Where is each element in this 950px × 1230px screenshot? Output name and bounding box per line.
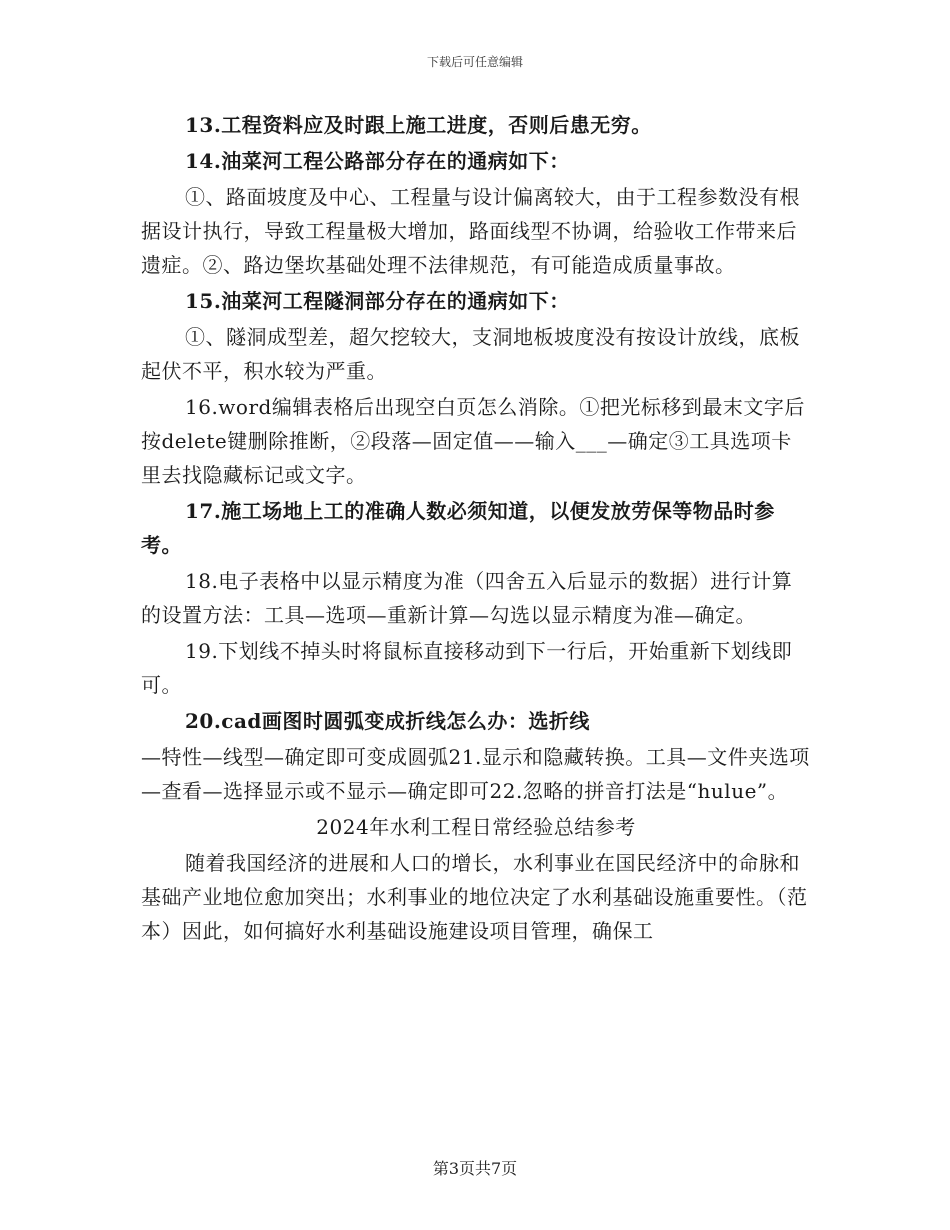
paragraph-16: 16.word编辑表格后出现空白页怎么消除。①把光标移到最末文字后按delete键删除推断，②段落—固定值——输入___—确定③工具选项卡里去找隐藏标记或文字。 (141, 395, 805, 487)
page-header: 下载后可任意编辑 (426, 55, 523, 69)
paragraph-15-detail: ①、隧洞成型差，超欠挖较大，支洞地板坡度没有按设计放线，底板起伏不平，积水较为严重。 (141, 325, 800, 383)
paragraph-15: 15.油菜河工程隧洞部分存在的通病如下： (185, 289, 570, 313)
paragraph-21-22: —特性—线型—确定即可变成圆弧21.显示和隐藏转换。工具—文件夹选项—查看—选择显示或不显示—确定即可22.忽略的拼音打法是“hulue”。 (141, 745, 810, 803)
paragraph-17: 17.施工场地上工的准确人数必须知道，以便发放劳保等物品时参考。 (141, 499, 775, 557)
document-body (141, 108, 811, 950)
paragraph-19: 19.下划线不掉头时将鼠标直接移动到下一行后，开始重新下划线即可。 (141, 639, 793, 697)
section-title: 2024年水利工程日常经验总结参考 (316, 815, 636, 839)
paragraph-18: 18.电子表格中以显示精度为准（四舍五入后显示的数据）进行计算的设置方法：工具—选项—重新计算—勾选以显示精度为准—确定。 (141, 569, 793, 627)
section-paragraph: 随着我国经济的进展和人口的增长，水利事业在国民经济中的命脉和基础产业地位愈加突出；水利事业的地位决定了水利基础设施重要性。（范本）因此，如何搞好水利基础设施建设项目管理，确保工 (141, 851, 808, 943)
paragraph-20: 20.cad画图时圆弧变成折线怎么办：选折线 (185, 709, 590, 733)
paragraph-14-detail: ①、路面坡度及中心、工程量与设计偏离较大，由于工程参数没有根据设计执行，导致工程量极大增加，路面线型不协调，给验收工作带来后遗症。②、路边堡坎基础处理不法律规范，有可能造成质量事故。 (141, 185, 800, 277)
paragraph-13: 13.工程资料应及时跟上施工进度，否则后患无穷。 (185, 113, 652, 137)
paragraph-14: 14.油菜河工程公路部分存在的通病如下： (185, 149, 570, 173)
page-footer: 第3页共7页 (432, 1159, 518, 1178)
